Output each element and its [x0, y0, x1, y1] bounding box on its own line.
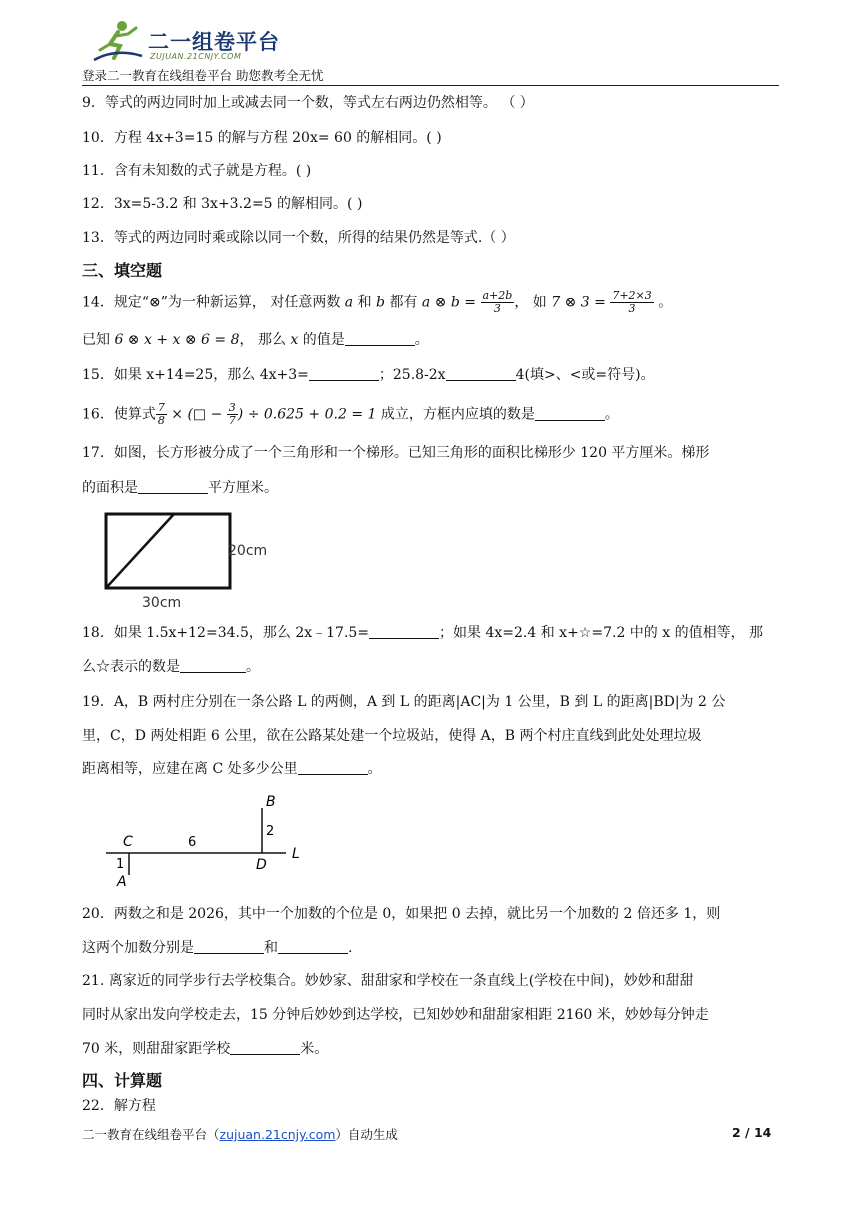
q16-text-b: 成立，方框内应填的数是 [380, 406, 535, 423]
q19-line3-a: 距离相等，应建在离 C 处多少公里 [82, 761, 298, 777]
q21-line3-a: 70 米，则甜甜家距学校 [82, 1041, 231, 1057]
rectangle-figure [98, 508, 288, 614]
question-19-line3 [82, 759, 382, 779]
q16-fraction-1 [156, 402, 167, 427]
road-figure [100, 790, 320, 892]
question-21-line3 [82, 1039, 328, 1059]
q18-text-b: ；如果 4x=2.4 和 x+☆=7.2 中的 x 的值相等， 那 [439, 625, 764, 641]
q14-example-lhs: 7 ⊗ 3 = [551, 294, 606, 311]
footer-text-b: ）自动生成 [335, 1127, 398, 1142]
answer-blank [535, 406, 605, 421]
q16-frac2-den: 7 [228, 414, 236, 427]
page-number: 2 / 14 [732, 1125, 772, 1140]
logo-text: 二一组卷平台 [148, 30, 280, 54]
q14-var-b: b [376, 294, 386, 311]
question-20-line2 [82, 938, 352, 958]
q14-comma: ， 如 [514, 294, 547, 311]
q15-text-c: 4(填>、<或=符号)。 [515, 367, 655, 383]
q16-math-2: ) ÷ 0.625 + 0.2 = 1 [237, 406, 377, 423]
question-20-line1: 20．两数之和是 2026，其中一个加数的个位是 0，如果把 0 去掉，就比另一个加数的 2 倍还多 1，则 [82, 906, 721, 922]
answer-blank [345, 331, 415, 346]
q14-var-a: a [344, 294, 354, 311]
q21-line3-end: 米。 [300, 1041, 329, 1057]
label-6: 6 [188, 835, 197, 850]
q14-equation: 6 ⊗ x + x ⊗ 6 = 8 [114, 332, 240, 348]
question-18-line1 [82, 623, 763, 643]
answer-blank [298, 760, 368, 775]
label-c: C [123, 834, 133, 850]
question-22: 22．解方程 [82, 1098, 156, 1114]
question-17-line2 [82, 478, 278, 498]
section-heading-fill-blank: 三、填空题 [82, 261, 163, 280]
q14-x: x [290, 332, 299, 348]
q15-text-b: ；25.8-2x [378, 367, 446, 383]
q16-text-a: 16．使算式 [82, 406, 156, 423]
q19-line3-end: 。 [367, 761, 382, 777]
question-11: 11．含有未知数的式子就是方程。( ) [82, 163, 312, 179]
answer-blank [369, 624, 439, 639]
diagonal-line [106, 514, 174, 588]
question-14-line1 [82, 290, 672, 315]
header-tagline: 登录二一教育在线组卷平台 助您教考全无忧 [82, 68, 324, 83]
q14-end: 。 [658, 294, 673, 311]
answer-blank [309, 366, 379, 381]
label-l: L [292, 846, 300, 862]
answer-blank [278, 939, 348, 954]
question-12: 12．3x=5-3.2 和 3x+3.2=5 的解相同。( ) [82, 196, 363, 212]
height-label: 20cm [228, 543, 268, 559]
q14-line2-b: ， 那么 [239, 332, 286, 348]
q16-frac2-num: 3 [228, 401, 236, 414]
q16-frac1-num: 7 [157, 401, 165, 414]
q20-line2-end: . [348, 940, 353, 956]
q14-frac1-num: a+2b [482, 289, 513, 302]
label-d: D [256, 857, 267, 873]
q16-end: 。 [604, 406, 619, 423]
question-21-line1: 21. 离家近的同学步行去学校集合。妙妙家、甜甜家和学校在一条直线上(学校在中间)，妙妙和甜甜 [82, 973, 694, 989]
answer-blank [194, 939, 264, 954]
q14-have: 都有 [389, 294, 418, 311]
q17-line2-b: 平方厘米。 [208, 480, 278, 496]
question-21-line2: 同时从家出发向学校走去，15 分钟后妙妙到达学校，已知妙妙和甜甜家相距 2160 米，妙妙每分钟走 [82, 1007, 709, 1023]
question-13: 13．等式的两边同时乘或除以同一个数，所得的结果仍然是等式.（ ） [82, 230, 515, 246]
q14-and: 和 [357, 294, 372, 311]
label-a: A [117, 874, 127, 890]
q20-line2-b: 和 [264, 940, 278, 956]
answer-blank [138, 479, 208, 494]
label-2: 2 [266, 824, 275, 839]
q16-frac1-den: 8 [157, 414, 165, 427]
label-b: B [266, 794, 276, 810]
question-19-line2: 里，C，D 两处相距 6 公里，欲在公路某处建一个垃圾站，使得 A，B 两个村庄直线到此处处理垃圾 [82, 728, 702, 744]
q14-line2-c: 的值是 [302, 332, 345, 348]
q18-line2-end: 。 [246, 659, 260, 675]
question-10: 10．方程 4x+3=15 的解与方程 20x= 60 的解相同。( ) [82, 130, 442, 146]
q14-text-b: ”为一种新运算， 对任意两数 [160, 294, 341, 311]
q14-definition-lhs: a ⊗ b = [421, 294, 477, 311]
q14-frac1-den: 3 [493, 302, 501, 315]
label-1: 1 [116, 857, 125, 872]
q14-frac2-num: 7+2×3 [612, 289, 652, 302]
question-18-line2 [82, 657, 260, 677]
q18-line2-a: 么☆表示的数是 [82, 659, 180, 675]
q14-line2-a: 已知 [82, 332, 110, 348]
section-heading-calculation: 四、计算题 [82, 1071, 163, 1090]
logo-subtext: ZUJUAN.21CNJY.COM [150, 52, 242, 61]
footer-text-a: 二一教育在线组卷平台（ [82, 1127, 220, 1142]
q16-fraction-2 [227, 402, 238, 427]
width-label: 30cm [142, 595, 182, 611]
question-14-line2 [82, 330, 429, 350]
answer-blank [230, 1040, 300, 1055]
answer-blank [180, 658, 246, 673]
question-19-line1: 19．A，B 两村庄分别在一条公路 L 的两侧，A 到 L 的距离|AC|为 1 公里，B 到 L 的距离|BD|为 2 公 [82, 694, 726, 710]
q20-line2-a: 这两个加数分别是 [82, 940, 194, 956]
q14-definition-fraction [481, 290, 515, 315]
q17-line2-a: 的面积是 [82, 480, 138, 496]
header-divider [82, 85, 779, 86]
question-9: 9．等式的两边同时加上或减去同一个数，等式左右两边仍然相等。 （ ） [82, 95, 534, 111]
question-15 [82, 365, 655, 385]
question-16 [82, 402, 619, 427]
footer-link[interactable]: zujuan.21cnjy.com [219, 1127, 336, 1142]
q15-text-a: 15．如果 x+14=25，那么 4x+3= [82, 367, 309, 383]
runner-logo-icon [92, 18, 144, 64]
q14-line2-end: 。 [414, 332, 429, 348]
q18-text-a: 18．如果 1.5x+12=34.5，那么 2x﹣17.5= [82, 625, 370, 641]
q14-op: ⊗ [148, 294, 161, 311]
question-17-line1: 17．如图，长方形被分成了一个三角形和一个梯形。已知三角形的面积比梯形少 120 平方厘米。梯形 [82, 445, 710, 461]
platform-logo [92, 18, 292, 66]
footer-source [82, 1125, 398, 1143]
answer-blank [446, 366, 516, 381]
q16-math-1: × (□ − [171, 406, 223, 423]
q14-frac2-den: 3 [628, 302, 636, 315]
q14-example-fraction [610, 290, 653, 315]
q14-text-a: 14．规定“ [82, 294, 149, 311]
rectangle-outline [106, 514, 230, 588]
